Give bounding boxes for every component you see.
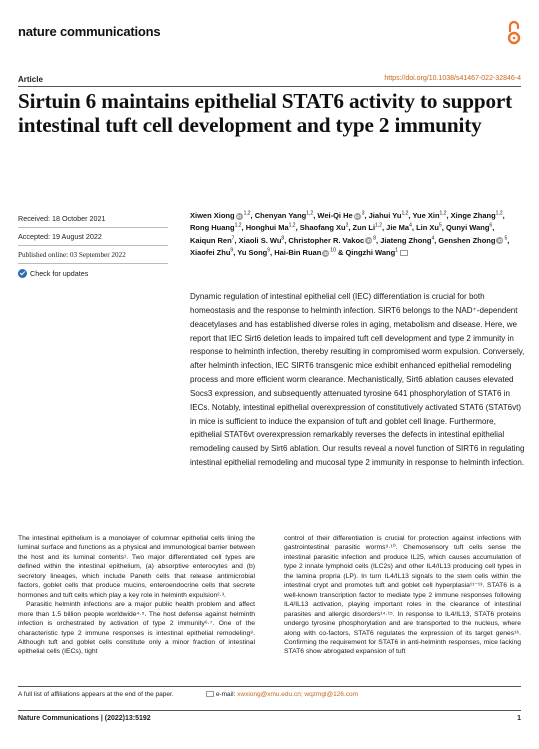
author-name[interactable] — [353, 223, 382, 232]
author-name-text: Chenyan Yang — [254, 211, 307, 220]
affiliation-marker: 1,2 — [306, 210, 314, 217]
author-name[interactable] — [190, 236, 234, 245]
affiliation-marker: 4 — [431, 235, 435, 242]
author-name-text: Jiahui Yu — [368, 211, 402, 220]
author-name[interactable] — [416, 223, 442, 232]
check-updates-icon — [18, 269, 27, 278]
intro-paragraph-1: The intestinal epithelium is a monolayer of columnar epithelial cells lining the luminal surface and functions as a physical and immunological barrier between the host and its luminal contents¹. Two major differentiated cell types are defined within the intestinal epithelium, (a) absorptive enterocytes and (b) secretory lineages, which include Paneth cells that release antimicrobial factors, goblet cells that produce mucins, enteroendocrine cells that secrete hormones and tuft cells which play a key role in helminth expulsion²·³. — [18, 535, 255, 599]
author-name-text: Jie Ma — [386, 223, 410, 233]
author-name[interactable] — [438, 236, 507, 245]
affiliation-marker: 6 — [489, 222, 493, 229]
affiliation-marker: 9 — [230, 247, 234, 254]
author-name[interactable] — [190, 223, 242, 232]
affiliation-marker: 1 — [395, 247, 398, 254]
affiliation-marker: 1,2 — [375, 222, 382, 229]
affiliation-marker: 1,2 — [288, 222, 296, 229]
check-updates-button[interactable] — [18, 264, 168, 282]
footer-rule — [18, 686, 521, 687]
email-label: e-mail: — [215, 691, 236, 698]
author-name[interactable] — [380, 236, 434, 245]
author-name[interactable] — [237, 248, 270, 257]
affiliation-marker: 7 — [231, 235, 235, 242]
author-name[interactable] — [288, 236, 376, 245]
abstract: Dynamic regulation of intestinal epithelial cell (IEC) differentiation is crucial for both homeostasis and the response to helminth infection. SIRT6 belongs to the NAD⁺-dependent deacetylases and has established diverse roles in aging, metabolism and disease. Here, we report that IEC Sirt6 deletion leads to impaired tuft cell development and type 2 immunity in response to helminth infection, thereby resulting in compromised worm expulsion. Conversely, after helminth infection, IEC SIRT6 transgenic mice exhibit enhanced epithelial remodeling process and more efficient worm clearance. Mechanistically, Sirt6 ablation causes elevated Socs3 expression, and subsequently attenuated tyrosine 641 phosphorylation of STAT6 in IECs. Notably, intestinal epithelial overexpression of constitutively activated STAT6 (STAT6vt) in mice is sufficient to induce the expansion of tuft and goblet cell linage. Furthermore, epithelial STAT6vt overexpression remarkably reverses the defects in intestinal epithelial remodeling caused by Sirt6 ablation. Our results reveal a novel function of SIRT6 in regulating intestinal epithelial remodeling and mucosal type 2 immunity in response to helminth infection. — [190, 292, 525, 468]
intro-paragraph-3: control of their differentiation is crucial for protection against infections with gastrointestinal parasitic worms⁹·¹⁰. Chemosensory tuft cells sense the intestinal parasitic infection and produce IL25, which causes accumulation of type 2 innate lymphoid cells (ILC2s) and other IL4/IL13 producing cell types in the lamina propria (LP). In turn IL4/IL13 signals to the stem cells within the intestinal crypt and promotes tuft and goblet cell hyperplasia¹¹⁻¹³. STAT6 is a well-known transcription factor to mediate type 2 immune responses following IL4/IL13 activation, playing important roles in the clearance of intestinal parasites and allergic disorders¹⁴·¹⁵. In response to IL4/IL13, STAT6 proteins undergo tyrosine phosphorylation and are transported to the nucleus, where along with co-factors, STAT6 regulates the expression of its target genes¹⁶. Confirming the requirement for STAT6 in anti-helminth responses, mice lacking STAT6 show abrogated expansion of tuft — [284, 535, 521, 656]
affiliation-marker: 1,2 — [234, 222, 242, 229]
author-name-text: Lin Xu — [416, 223, 439, 233]
orcid-icon[interactable]: iD — [354, 213, 360, 219]
affiliation-marker: 1,2 — [495, 210, 503, 217]
author-name[interactable] — [386, 223, 412, 232]
affiliation-marker: 5 — [438, 222, 442, 229]
affiliation-marker: 10 — [330, 247, 336, 254]
author-name-text: Qingzhi Wang — [345, 248, 396, 258]
author-name-text: Yue Xin — [412, 211, 440, 220]
author-name[interactable] — [317, 211, 364, 220]
affiliations-note: A full list of affiliations appears at the end of the paper. — [18, 691, 174, 698]
author-name[interactable] — [190, 211, 251, 220]
author-name-text: Xinge Zhang — [450, 211, 496, 220]
affiliation-marker: 5 — [504, 235, 508, 242]
author-name-text: Rong Huang — [190, 223, 235, 233]
author-name[interactable] — [412, 211, 446, 220]
contact-email — [204, 691, 358, 698]
open-access-icon[interactable] — [507, 20, 521, 46]
affiliation-marker: 8 — [281, 235, 285, 242]
published-date: Published online: 03 September 2022 — [18, 246, 168, 264]
author-name-text: Jiateng Zhong — [380, 235, 432, 245]
author-name-text: Qunyi Wang — [445, 223, 490, 233]
author-name-text: Hai-Bin Ruan — [274, 248, 322, 258]
corresponding-mail-icon[interactable] — [400, 250, 408, 256]
page-number: 1 — [517, 715, 521, 722]
doi-link[interactable]: https://doi.org/10.1038/s41467-022-32846-4 — [384, 75, 521, 82]
affiliation-marker: 3 — [361, 210, 365, 217]
author-name[interactable] — [345, 248, 408, 257]
publication-dates — [18, 210, 168, 282]
author-name[interactable] — [446, 223, 492, 232]
orcid-icon[interactable]: iD — [236, 213, 242, 219]
affiliation-marker: 1,2 — [243, 210, 251, 217]
accepted-date: Accepted: 19 August 2022 — [18, 228, 168, 246]
affiliation-marker: 1,2 — [439, 210, 447, 217]
article-type: Article — [18, 75, 43, 84]
body-column-left — [18, 534, 255, 657]
received-date: Received: 18 October 2021 — [18, 210, 168, 228]
intro-paragraph-2: Parasitic helminth infections are a major public health problem and affect more than 1.5 billion people worldwide⁴·⁵. The host defense against helminth infection is orchestrated by activation of type 2 immunity⁶·⁷. One of the characteristic type 2 immune responses is intestinal epithelial remodeling⁸. Although tuft and goblet cells constitute only a minor fraction of intestinal epithelial cells (IECs), tight — [18, 601, 255, 656]
footer-rule-bottom — [18, 710, 521, 711]
affiliation-marker: 4 — [409, 222, 412, 229]
journal-name[interactable]: nature communications — [18, 24, 161, 39]
header-rule — [18, 86, 521, 87]
author-name[interactable] — [246, 223, 296, 232]
mail-icon — [206, 691, 214, 697]
author-name-text: Wei-Qi He — [317, 211, 353, 220]
author-name-text: Honghui Ma — [245, 223, 289, 233]
author-name[interactable] — [239, 236, 285, 245]
affiliation-marker: 9 — [267, 247, 271, 254]
author-name[interactable] — [274, 248, 336, 257]
author-name-text: Xiaoli S. Wu — [238, 235, 282, 245]
body-column-right — [284, 534, 521, 657]
author-name[interactable] — [255, 211, 314, 220]
author-name-text: Christopher R. Vakoc — [288, 235, 365, 245]
author-name-text: Zun Li — [352, 223, 376, 233]
author-name-text: Shaofang Xu — [299, 223, 346, 233]
paper-title: Sirtuin 6 maintains epithelial STAT6 activity to support intestinal tuft cell development and type 2 immunity — [18, 89, 513, 137]
orcid-icon[interactable]: iD — [323, 250, 329, 256]
email-addresses[interactable]: xwxiong@xmu.edu.cn; wqzmgl@126.com — [237, 691, 358, 698]
orcid-icon[interactable]: iD — [366, 238, 371, 244]
author-name-text: Xiwen Xiong — [190, 211, 235, 220]
affiliation-marker: 8 — [373, 235, 377, 242]
author-name[interactable] — [190, 248, 233, 257]
orcid-icon[interactable]: iD — [497, 238, 503, 244]
author-name-text: Genshen Zhong — [438, 235, 496, 245]
journal-reference: Nature Communications | (2022)13:5192 — [18, 715, 151, 722]
author-name-text: Kaiqun Ren — [190, 235, 232, 245]
check-updates-label: Check for updates — [30, 268, 89, 278]
affiliation-marker: 2 — [345, 222, 349, 229]
author-name[interactable] — [369, 211, 409, 220]
affiliation-marker: 1,2 — [401, 210, 409, 217]
author-list: Xiwen Xiong iD $^{1,2}$, Chenyan Yang$^{1,2}$, Wei-Qi He iD $^3$, Jiahui Yu$^{1,2}$, Yue Xin$^{1,2}$, Xinge Zhang$^{1,2}$, Rong Huang$^{1,2}$, Honghui Ma$^{1,2}$, Shaofang Xu$^2$, Zun Li$^{1,2}$, Jie Ma$^4$, Lin Xu$^5$, Qunyi Wang$^6$, Kaiqun Ren$^7$, Xiaoli S. Wu$^8$, Christopher R. Vakoc iD $^8$, Jiateng Zhong$^4$, Genshen Zhong iD $^5$, Xiaofei Zhu$^9$, Yu Song$^9$, Hai-Bin Ruan iD $^{10}$ & Qingzhi Wang$^1$ — [190, 210, 510, 258]
author-name[interactable] — [451, 211, 503, 220]
author-name-text: Yu Song — [237, 248, 268, 258]
author-name[interactable] — [300, 223, 349, 232]
author-name-text: Xiaofei Zhu — [190, 248, 231, 258]
